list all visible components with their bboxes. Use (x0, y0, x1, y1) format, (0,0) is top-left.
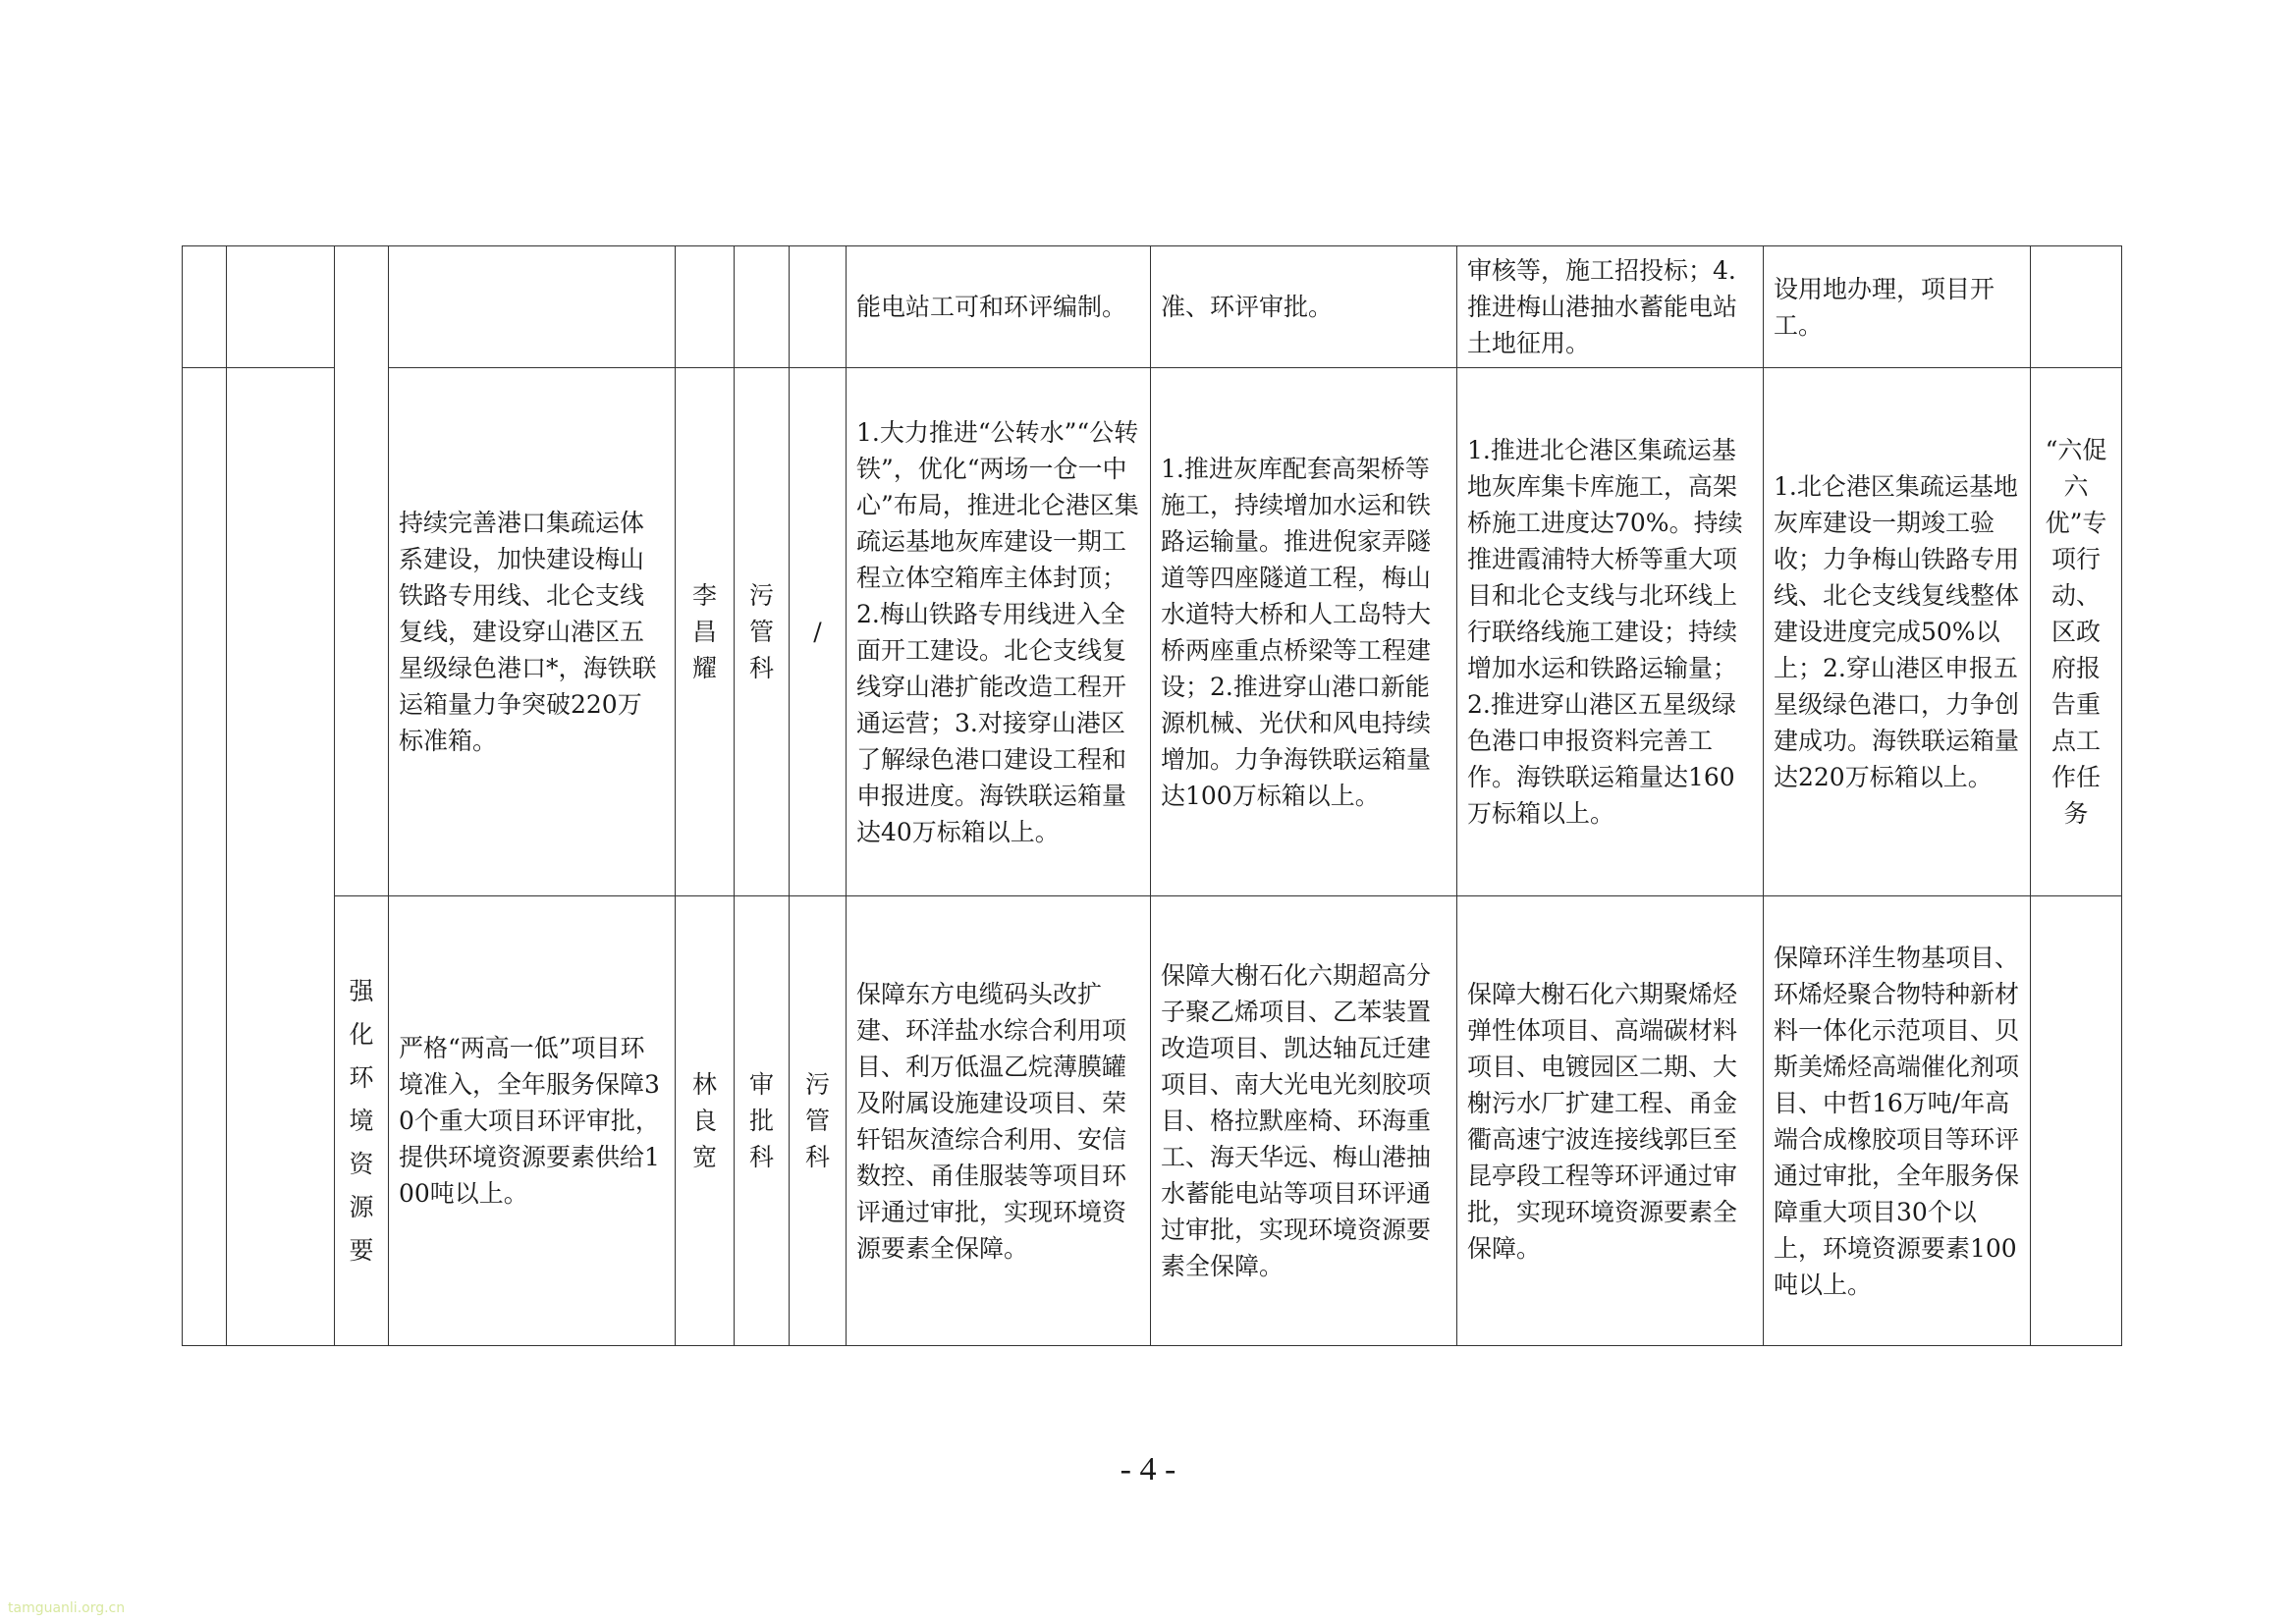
work-plan-table (182, 245, 2122, 1346)
table-cell-q1: 1.大力推进“公转水”“公转铁”，优化“两场一仓一中心”布局，推进北仑港区集疏运基地灰库建设一期工程立体空箱库主体封顶；2.梅山铁路专用线进入全面开工建设。北仑支线复线穿山港扩能改造工程开通运营；3.对接穿山港区了解绿色港口建设工程和申报进度。海铁联运箱量达40万标箱以上。 (847, 368, 1151, 896)
table-cell-index (183, 368, 227, 1346)
table-row (183, 896, 2122, 1346)
table-cell-q2: 1.推进灰库配套高架桥等施工，持续增加水运和铁路运输量。推进倪家弄隧道等四座隧道工程，梅山水道特大桥和人工岛特大桥两座重点桥梁等工程建设；2.推进穿山港口新能源机械、光伏和风电持续增加。力争海铁联运箱量达100万标箱以上。 (1151, 368, 1457, 896)
table-cell-note (2031, 896, 2122, 1346)
table-cell-q1: 能电站工可和环评编制。 (847, 246, 1151, 368)
table-cell-task: 严格“两高一低”项目环境准入，全年服务保障30个重大项目环评审批，提供环境资源要素供给100吨以上。 (389, 896, 676, 1346)
table-cell-q4: 保障环洋生物基项目、环烯烃聚合物特种新材料一体化示范项目、贝斯美烯烃高端催化剂项目、中哲16万吨/年高端合成橡胶项目等环评通过审批，全年服务保障重大项目30个以上，环境资源要素100吨以上。 (1764, 896, 2031, 1346)
watermark: tamguanli.org.cn (8, 1600, 126, 1616)
table-cell-q2: 保障大榭石化六期超高分子聚乙烯项目、乙苯装置改造项目、凯达轴瓦迁建项目、南大光电光刻胶项目、格拉默座椅、环海重工、海天华远、梅山港抽水蓄能电站等项目环评通过审批，实现环境资源要素全保障。 (1151, 896, 1457, 1346)
table-cell-q4: 1.北仑港区集疏运基地灰库建设一期竣工验收；力争梅山铁路专用线、北仑支线复线整体建设进度完成50%以上；2.穿山港区申报五星级绿色港口，力争创建成功。海铁联运箱量达220万标箱以上。 (1764, 368, 2031, 896)
table-cell-category (227, 246, 335, 368)
table-cell-note: “六促六优”专项行动、区政府报告重点工作任务 (2031, 368, 2122, 896)
table-cell-person (676, 246, 735, 368)
table-row (183, 246, 2122, 368)
table-cell-q3: 保障大榭石化六期聚烯烃弹性体项目、高端碳材料项目、电镀园区二期、大榭污水厂扩建工程、甬金衢高速宁波连接线郭巨至昆亭段工程等环评通过审批，实现环境资源要素全保障。 (1457, 896, 1764, 1346)
table-cell-co-dept: 污管科 (790, 896, 847, 1346)
table-cell-note (2031, 246, 2122, 368)
table-cell-task (389, 246, 676, 368)
table-cell-measure: 强化环境资源要 (335, 896, 389, 1346)
table-cell-dept: 污管科 (735, 368, 790, 896)
table-cell-index (183, 246, 227, 368)
table-cell-person: 林良宽 (676, 896, 735, 1346)
table-row (183, 368, 2122, 896)
table-cell-co-dept: / (790, 368, 847, 896)
table-cell-measure (335, 246, 389, 896)
table-cell-q3: 审核等，施工招投标；4.推进梅山港抽水蓄能电站土地征用。 (1457, 246, 1764, 368)
table-cell-task: 持续完善港口集疏运体系建设，加快建设梅山铁路专用线、北仑支线复线，建设穿山港区五星级绿色港口*，海铁联运箱量力争突破220万标准箱。 (389, 368, 676, 896)
table-cell-q1: 保障东方电缆码头改扩建、环洋盐水综合利用项目、利万低温乙烷薄膜罐及附属设施建设项目、荣轩铝灰渣综合利用、安信数控、甬佳服装等项目环评通过审批，实现环境资源要素全保障。 (847, 896, 1151, 1346)
table-cell-co-dept (790, 246, 847, 368)
table-cell-dept: 审批科 (735, 896, 790, 1346)
table-cell-q2: 准、环评审批。 (1151, 246, 1457, 368)
page-number: - 4 - (1120, 1451, 1176, 1488)
table-cell-q4: 设用地办理，项目开工。 (1764, 246, 2031, 368)
table-cell-person: 李昌耀 (676, 368, 735, 896)
table-cell-category (227, 368, 335, 1346)
table-cell-dept (735, 246, 790, 368)
table-cell-q3: 1.推进北仑港区集疏运基地灰库集卡库施工，高架桥施工进度达70%。持续推进霞浦特大桥等重大项目和北仑支线与北环线上行联络线施工建设；持续增加水运和铁路运输量；2.推进穿山港区五星级绿色港口申报资料完善工作。海铁联运箱量达160万标箱以上。 (1457, 368, 1764, 896)
